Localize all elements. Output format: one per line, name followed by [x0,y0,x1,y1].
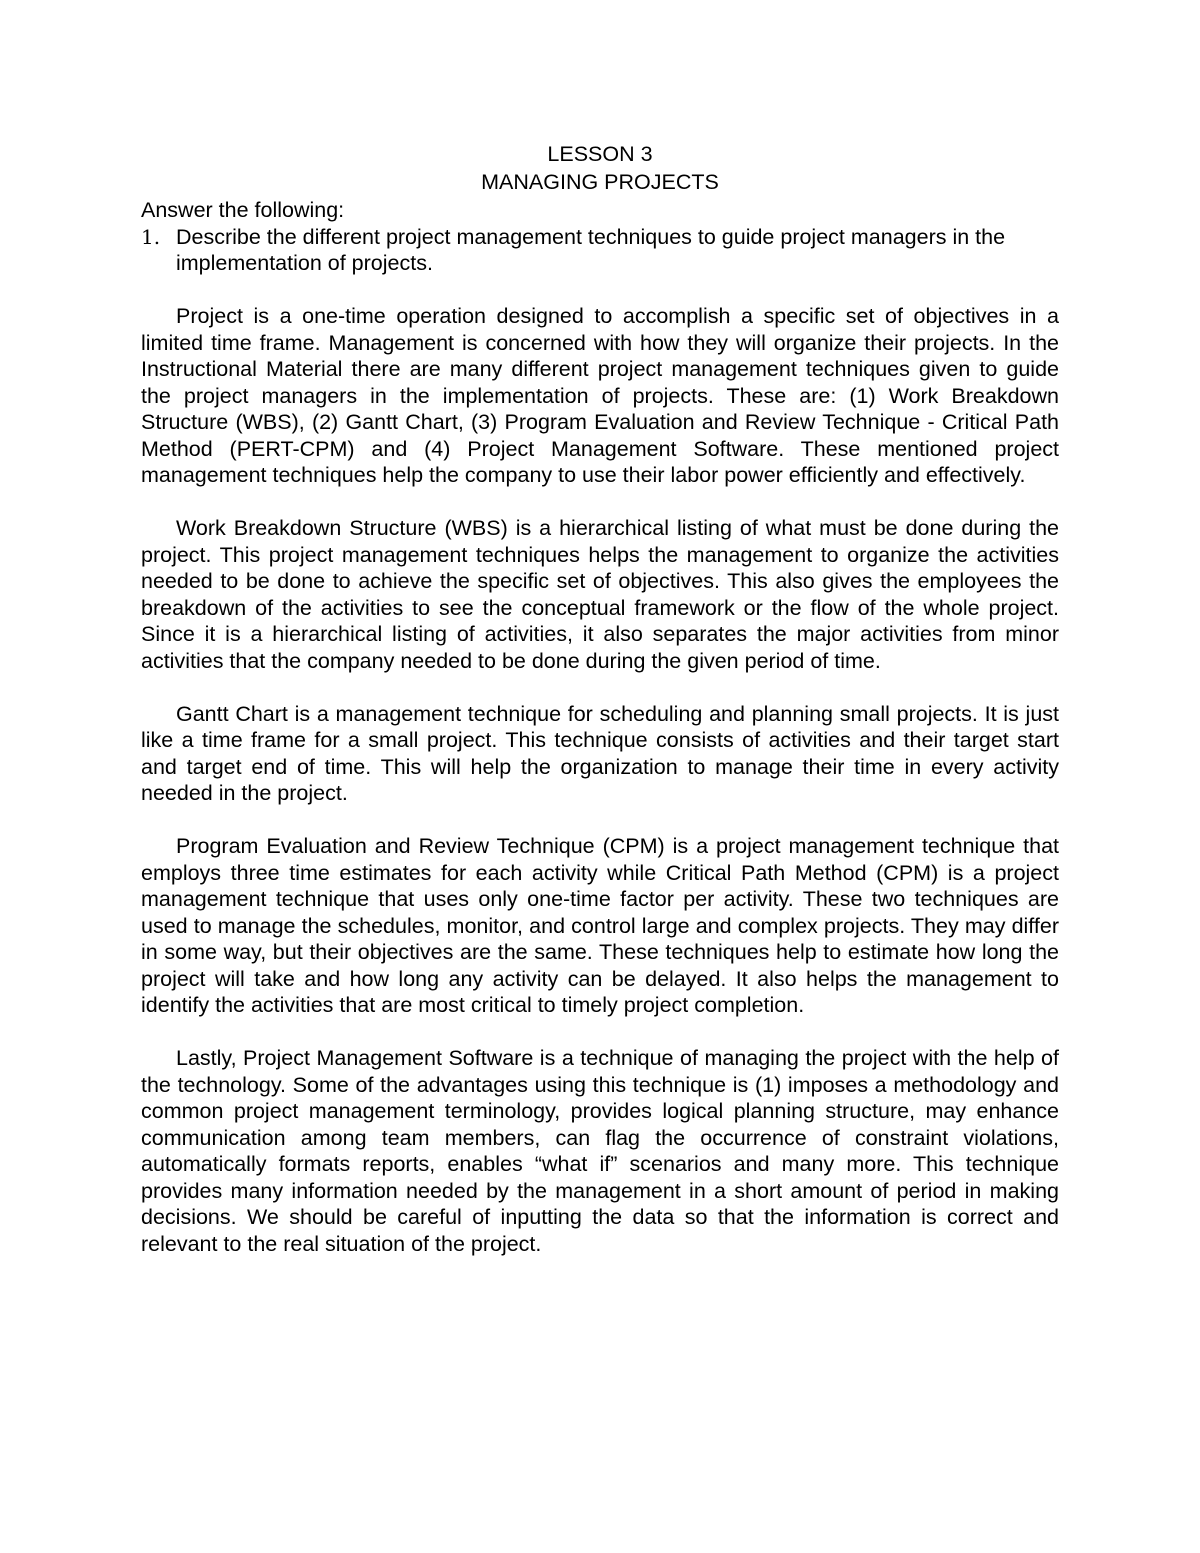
paragraph-wbs: Work Breakdown Structure (WBS) is a hierarchical listing of what must be done during the project. This project management techniques helps the management to organize the activities needed to be done to achieve the specific set of objectives. This also gives the employees the breakdown of the activities to see the conceptual framework or the flow of the whole project. Since it is a hierarchical listing of activities, it also separates the major activities from minor activities that the company needed to be done during the given period of time. [141,516,1059,673]
paragraph-gantt-chart: Gantt Chart is a management technique for scheduling and planning small projects. It is just like a time frame for a small project. This technique consists of activities and their target start and target end of time. This will help the organization to manage their time in every activity needed in the project. [141,701,1059,805]
document-body [141,140,1059,1257]
question-number: 1. [141,224,161,249]
question-text: Describe the different project management techniques to guide project managers in the implementation of projects. [176,224,1006,275]
paragraph-pert-cpm: Program Evaluation and Review Technique (CPM) is a project management technique that employs three time estimates for each activity while Critical Path Method (CPM) is a project management technique that uses only one-time factor per activity. These two techniques are used to manage the schedules, monitor, and control large and complex projects. They may differ in some way, but their objectives are the same. These techniques help to estimate how long the project will take and how long any activity can be delayed. It also helps the management to identify the activities that are most critical to timely project completion. [141,834,1059,1017]
lesson-number: LESSON 3 [547,142,653,166]
lesson-title: MANAGING PROJECTS [481,170,719,194]
paragraph-pm-software: Lastly, Project Management Software is a technique of managing the project with the help of the technology. Some of the advantages using this technique is (1) imposes a methodology and common project management terminology, provides logical planning structure, may enhance communication among team members, can flag the occurrence of constraint violations, automatically formats reports, enables “what if” scenarios and many more. This technique provides many information needed by the management in a short amount of period in making decisions. We should be careful of inputting the data so that the information is correct and relevant to the real situation of the project. [141,1046,1059,1256]
instruction-text: Answer the following: [141,198,345,222]
paragraph-project-intro: Project is a one-time operation designed to accomplish a specific set of objectives in a limited time frame. Management is concerned with how they will organize their projects. In the Instructional Material there are many different project management techniques given to guide the project managers in the implementation of projects. These are: (1) Work Breakdown Structure (WBS), (2) Gantt Chart, (3) Program Evaluation and Review Technique - Critical Path Method (PERT-CPM) and (4) Project Management Software. These mentioned project management techniques help the company to use their labor power efficiently and effectively. [141,304,1059,487]
question-item [141,224,1059,277]
